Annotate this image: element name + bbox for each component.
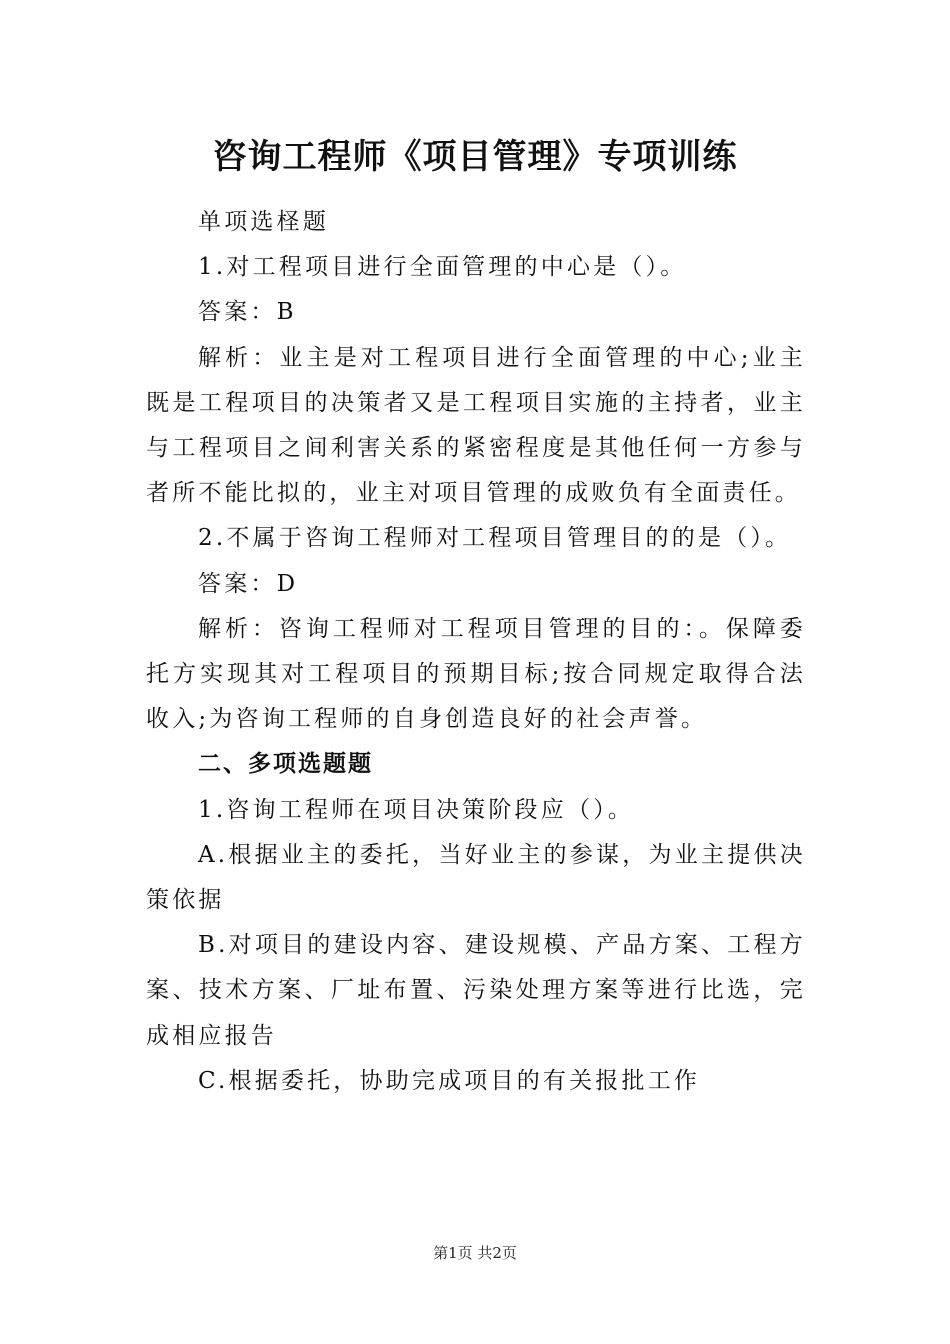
paragraph: 2.不属于咨询工程师对工程项目管理目的的是（）。 — [198, 525, 792, 552]
paragraph: 1.咨询工程师在项目决策阶段应（）。 — [198, 796, 635, 823]
document-body — [146, 200, 806, 1104]
page-footer: 第1页 共2页 — [433, 1244, 517, 1262]
paragraph: 1.对工程项目进行全面管理的中心是（）。 — [198, 254, 687, 281]
paragraph: C.根据委托，协助完成项目的有关报批工作 — [198, 1067, 701, 1094]
section-heading: 二、多项选题题 — [198, 751, 373, 778]
paragraph: 解析：咨询工程师对工程项目管理的目的：。保障委托方实现其对工程项目的预期目标;按合同规定取得合法收入;为咨询工程师的自身创造良好的社会声誉。 — [146, 615, 806, 733]
paragraph: B.对项目的建设内容、建设规模、产品方案、工程方案、技术方案、厂址布置、污染处理方案等进行比选，完成相应报告 — [146, 932, 806, 1049]
paragraph: A.根据业主的委托，当好业主的参谋，为业主提供决策依据 — [146, 841, 806, 914]
paragraph: 单项选柽题 — [198, 209, 329, 235]
paragraph: 答案：D — [198, 570, 299, 597]
paragraph: 答案：B — [198, 299, 297, 326]
document-title: 咨询工程师《项目管理》专项训练 — [212, 137, 738, 177]
paragraph: 解析：业主是对工程项目进行全面管理的中心;业主既是工程项目的决策者又是工程项目实施的主持者，业主与工程项目之间利害关系的紧密程度是其他任何一方参与者所不能比拟的，业主对项目管理的成败负有全面责任。 — [146, 344, 806, 507]
